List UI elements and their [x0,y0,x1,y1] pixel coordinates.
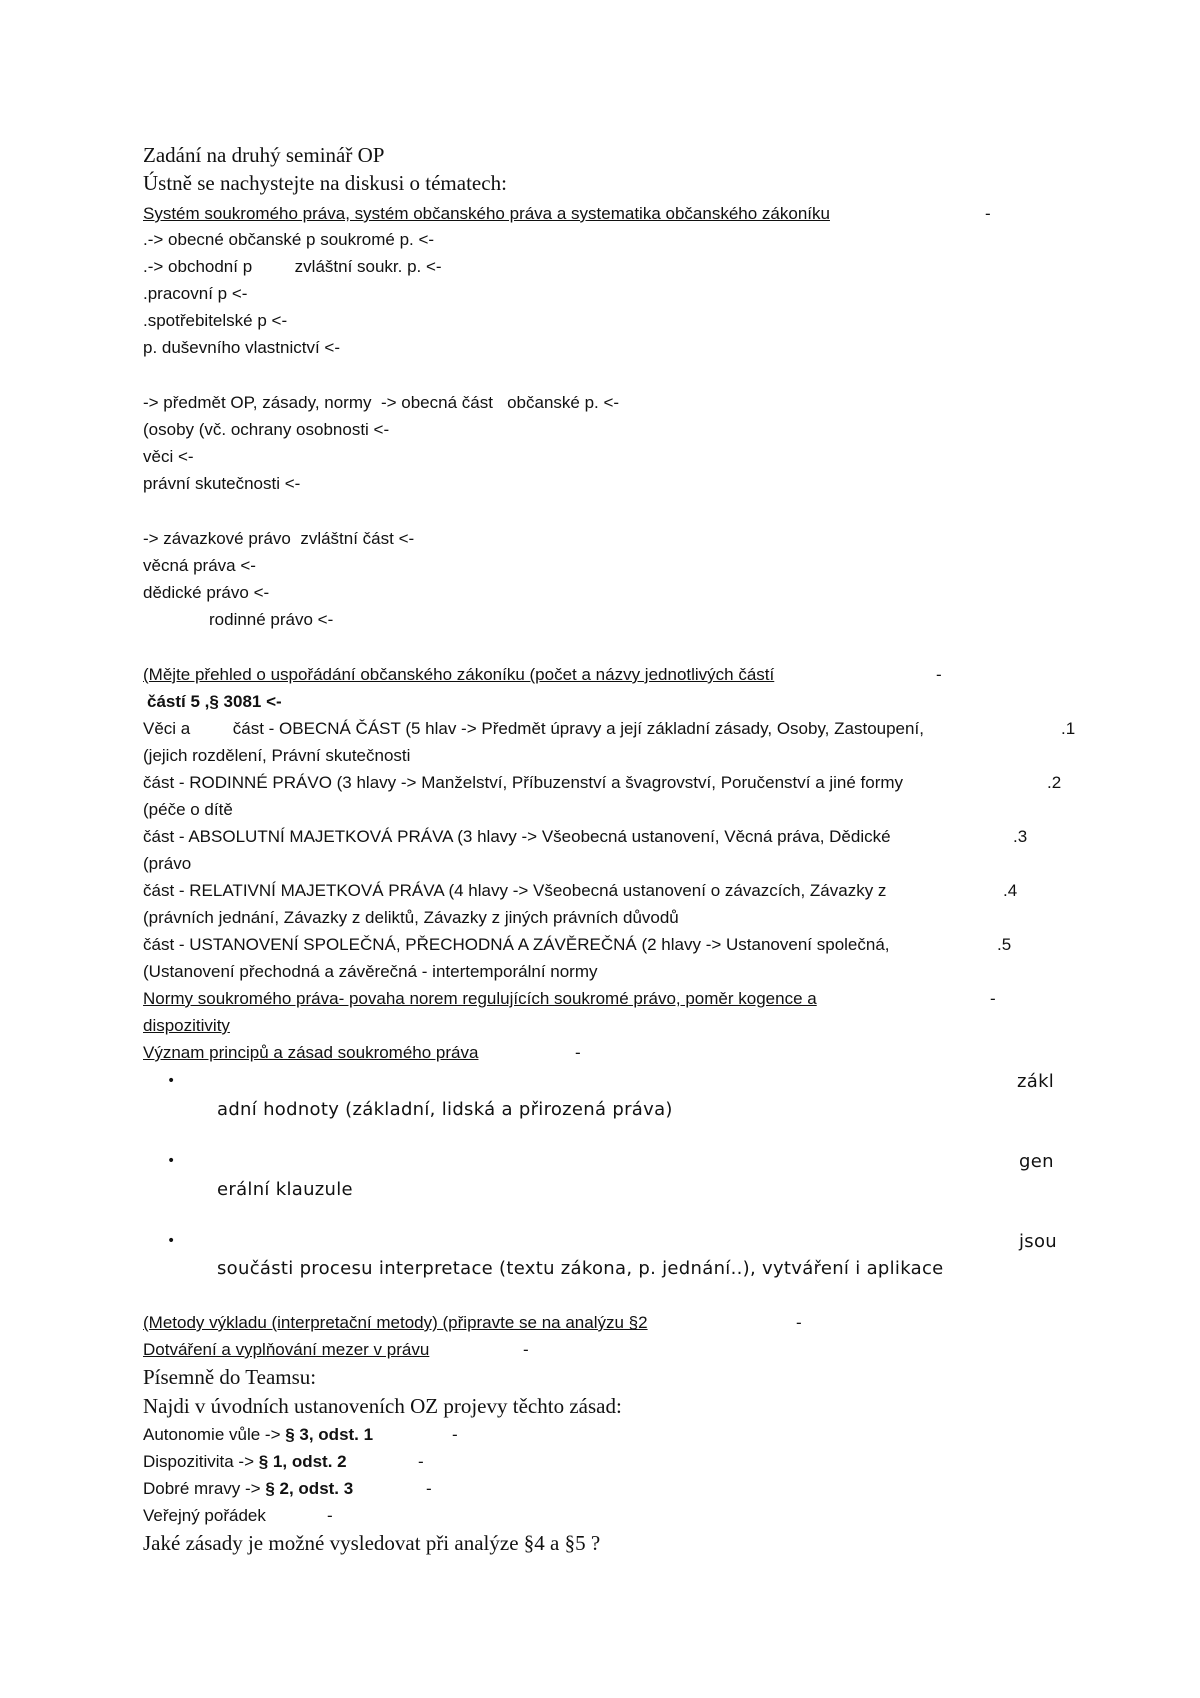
principle-label: Veřejný pořádek [143,1506,266,1525]
parts-count: částí 5 ,§ 3081 <- [147,692,282,711]
final-question: Jaké zásady je možné vysledovat při analýze §4 a §5 ? [143,1531,601,1555]
written-heading: Písemně do Teamsu: [143,1365,317,1389]
list-item: rodinné právo <- [209,610,334,629]
topic1-dash: - [985,204,991,223]
bullet-text: erální klauzule [217,1179,353,1200]
list-item: právní skutečnosti <- [143,474,301,493]
topic5-dash: - [796,1313,802,1332]
list-item: .-> obchodní p zvláštní soukr. p. <- [143,257,442,276]
principle-item [143,1478,353,1500]
part-number: .5 [997,935,1012,954]
part-number: .1 [1061,719,1076,738]
topic5-heading: (Metody výkladu (interpretační metody) (připravte se na analýzu §2 [143,1313,648,1332]
document-subtitle: Ústně se nachystejte na diskusi o tématech: [143,171,507,195]
bullet-icon: • [167,1233,176,1249]
bullet-icon: • [167,1153,176,1169]
topic2-dash: - [936,665,942,684]
principle-ref: § 2, odst. 3 [265,1479,354,1498]
list-item: dědické právo <- [143,583,270,602]
part-line: část - USTANOVENÍ SPOLEČNÁ, PŘECHODNÁ A ZÁVĚREČNÁ (2 hlavy -> Ustanovení společná, [143,935,890,954]
topic6-heading: Dotváření a vyplňování mezer v právu [143,1340,430,1359]
list-item: věci <- [143,447,194,466]
list-item: -> předmět OP, zásady, normy -> obecná část občanské p. <- [143,393,620,412]
list-item: .spotřebitelské p <- [143,311,288,330]
principle-dash: - [452,1425,458,1444]
bullet-icon: • [167,1073,176,1089]
topic3-dash: - [990,989,996,1008]
bullet-tail: jsou [1019,1231,1057,1252]
principle-label: Autonomie vůle -> [143,1425,286,1444]
part-number: .2 [1047,773,1062,792]
principle-item [143,1505,266,1527]
part-line: Věci a část - OBECNÁ ČÁST (5 hlav -> Předmět úpravy a její základní zásady, Osoby, Zastoupení, [143,719,924,738]
list-item: věcná práva <- [143,556,256,575]
topic2-heading: (Mějte přehled o uspořádání občanského zákoníku (počet a názvy jednotlivých částí [143,665,775,684]
part-line: (právo [143,854,192,873]
principle-label: Dobré mravy -> [143,1479,266,1498]
bullet-tail: zákl [1017,1071,1055,1092]
topic3-heading-cont: dispozitivity [143,1016,230,1035]
bullet-text: součásti procesu interpretace (textu zákona, p. jednání..), vytváření i aplikace [217,1258,944,1279]
principle-item [143,1424,373,1446]
written-task: Najdi v úvodních ustanoveních OZ projevy těchto zásad: [143,1394,622,1418]
topic6-dash: - [523,1340,529,1359]
topic1-heading: Systém soukromého práva, systém občanského práva a systematika občanského zákoníku [143,204,830,223]
document-title: Zadání na druhý seminář OP [143,143,385,167]
part-number: .4 [1003,881,1018,900]
list-item: -> závazkové právo zvláštní část <- [143,529,415,548]
principle-dash: - [327,1506,333,1525]
principle-ref: § 3, odst. 1 [285,1425,374,1444]
part-line: část - RELATIVNÍ MAJETKOVÁ PRÁVA (4 hlavy -> Všeobecná ustanovení o závazcích, Závazky z [143,881,887,900]
part-line: část - ABSOLUTNÍ MAJETKOVÁ PRÁVA (3 hlavy -> Všeobecná ustanovení, Věcná práva, Dědické [143,827,891,846]
part-line: (Ustanovení přechodná a závěrečná - intertemporální normy [143,962,598,981]
principle-ref: § 1, odst. 2 [258,1452,347,1471]
topic4-dash: - [575,1043,581,1062]
part-line: (jejich rozdělení, Právní skutečnosti [143,746,411,765]
bullet-text: adní hodnoty (základní, lidská a přirozená práva) [217,1099,673,1120]
list-item: .-> obecné občanské p soukromé p. <- [143,230,435,249]
part-line: část - RODINNÉ PRÁVO (3 hlavy -> Manželství, Příbuzenství a švagrovství, Poručenství a jiné formy [143,773,904,792]
principle-item [143,1451,347,1473]
principle-dash: - [418,1452,424,1471]
principle-dash: - [426,1479,432,1498]
principle-label: Dispozitivita -> [143,1452,259,1471]
list-item: (osoby (vč. ochrany osobnosti <- [143,420,390,439]
topic3-heading: Normy soukromého práva- povaha norem regulujících soukromé právo, poměr kogence a [143,989,817,1008]
bullet-tail: gen [1019,1151,1054,1172]
list-item: p. duševního vlastnictví <- [143,338,341,357]
part-line: (právních jednání, Závazky z deliktů, Závazky z jiných právních důvodů [143,908,679,927]
topic4-heading: Význam principů a zásad soukromého práva [143,1043,479,1062]
list-item: .pracovní p <- [143,284,248,303]
part-line: (péče o dítě [143,800,233,819]
part-number: .3 [1013,827,1028,846]
